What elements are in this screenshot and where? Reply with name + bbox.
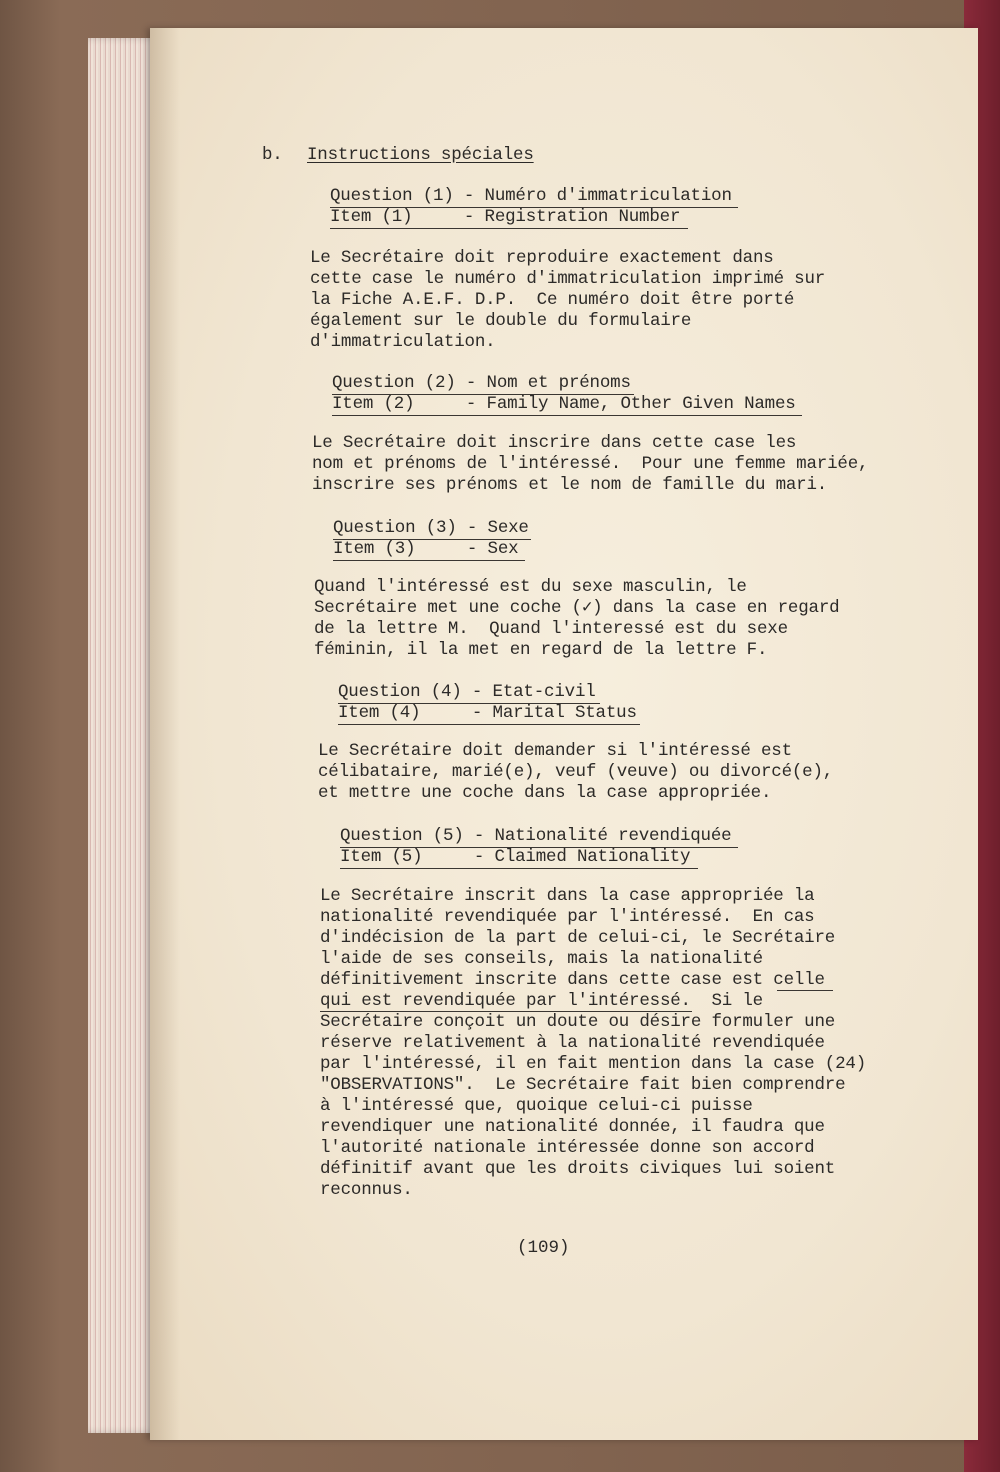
- item-3-rule: [333, 560, 525, 561]
- page-number: (109): [517, 1238, 570, 1258]
- item-5-line-5: définitivement inscrite dans cette case est celle: [320, 970, 825, 990]
- item-3-line-2: Secrétaire met une coche (✓) dans la case en regard: [314, 598, 840, 618]
- question-3-heading: Question (3) - Sexe: [333, 518, 529, 538]
- item-2-rule: [332, 415, 802, 416]
- section-letter: b.: [262, 145, 283, 165]
- item-1-line-2: cette case le numéro d'immatriculation imprimé sur: [310, 269, 826, 289]
- item-1-heading: Item (1) - Registration Number: [330, 207, 681, 227]
- item-2-line-1: Le Secrétaire doit inscrire dans cette case les: [312, 433, 797, 453]
- item-3-heading: Item (3) - Sex: [333, 539, 519, 559]
- item-3-line-1: Quand l'intéressé est du sexe masculin, le: [314, 577, 747, 597]
- item-4-line-3: et mettre une coche dans la case appropriée.: [318, 783, 772, 803]
- item-1-line-3: la Fiche A.E.F. D.P. Ce numéro doit être porté: [310, 290, 795, 310]
- item-5-line-6: qui est revendiquée par l'intéressé. Si le: [320, 991, 763, 1011]
- item-5-line-7: Secrétaire conçoit un doute ou désire formuler une: [320, 1012, 836, 1032]
- item-2-line-3: inscrire ses prénoms et le nom de famille du mari.: [312, 475, 828, 495]
- item-5-line-4: l'aide de ses conseils, mais la nationalité: [320, 949, 763, 969]
- item-5-line-11: à l'intéressé que, quoique celui-ci puisse: [320, 1096, 753, 1116]
- item-5-line-15: reconnus.: [320, 1180, 413, 1200]
- item-4-line-1: Le Secrétaire doit demander si l'intéressé est: [318, 741, 792, 761]
- item-5-line-12: revendiquer une nationalité donnée, il faudra que: [320, 1117, 825, 1137]
- item-2-heading: Item (2) - Family Name, Other Given Names: [332, 394, 796, 414]
- item-5-line-9: par l'intéressé, il en fait mention dans la case (24): [320, 1054, 866, 1074]
- item-5-line-14: définitif avant que les droits civiques lui soient: [320, 1159, 836, 1179]
- item-1-line-4: également sur le double du formulaire: [310, 311, 692, 331]
- item-3-line-3: de la lettre M. Quand l'interessé est du sexe: [314, 619, 788, 639]
- item-5-line-8: réserve relativement à la nationalité revendiquée: [320, 1033, 825, 1053]
- item-5-line-1: Le Secrétaire inscrit dans la case appropriée la: [320, 886, 815, 906]
- item-3-line-4: féminin, il la met en regard de la lettre F.: [314, 640, 768, 660]
- question-5-heading: Question (5) - Nationalité revendiquée: [340, 826, 732, 846]
- item-4-line-2: célibataire, marié(e), veuf (veuve) ou divorcé(e),: [318, 762, 834, 782]
- question-2-heading: Question (2) - Nom et prénoms: [332, 373, 631, 393]
- item-4-heading: Item (4) - Marital Status: [338, 703, 637, 723]
- item-5-line-13: l'autorité nationale intéressée donne son accord: [320, 1138, 815, 1158]
- item-5-rule: [340, 868, 698, 869]
- item-5-line-3: d'indécision de la part de celui-ci, le Secrétaire: [320, 928, 836, 948]
- item-1-rule: [330, 228, 688, 229]
- item-4-rule: [338, 724, 640, 725]
- question-1-heading: Question (1) - Numéro d'immatriculation: [330, 186, 732, 206]
- item-5-line-10: "OBSERVATIONS". Le Secrétaire fait bien comprendre: [320, 1075, 846, 1095]
- section-title: Instructions spéciales: [307, 145, 534, 165]
- item-5-line-2: nationalité revendiquée par l'intéressé. En cas: [320, 907, 815, 927]
- item-1-line-5: d'immatriculation.: [310, 332, 496, 352]
- item-1-line-1: Le Secrétaire doit reproduire exactement dans: [310, 248, 774, 268]
- item-5-heading: Item (5) - Claimed Nationality: [340, 847, 691, 867]
- question-4-heading: Question (4) - Etat-civil: [338, 682, 596, 702]
- underline-celle: [777, 990, 833, 991]
- item-2-line-2: nom et prénoms de l'intéressé. Pour une femme mariée,: [312, 454, 869, 474]
